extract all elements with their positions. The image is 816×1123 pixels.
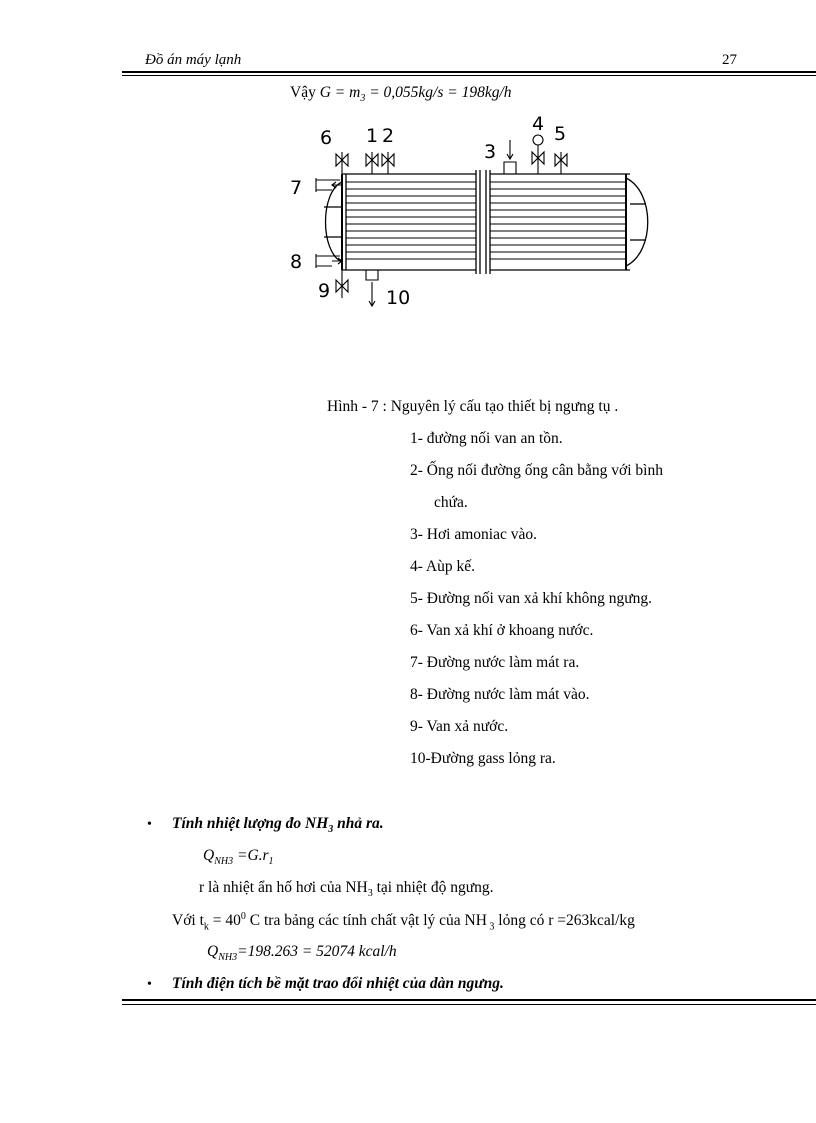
condenser-diagram — [280, 112, 660, 312]
section1-heading-sub: 3 — [328, 824, 334, 836]
line-tk-a: Với t — [172, 912, 204, 930]
label-3: 3 — [484, 141, 497, 163]
legend-item: 5- Đường nối van xả khí không ngưng. — [410, 590, 652, 607]
line-tk-sub2: 3 — [486, 921, 495, 933]
legend-item: chứa. — [434, 494, 468, 511]
page-number: 27 — [722, 52, 737, 68]
label-8: 8 — [290, 251, 303, 273]
legend-item: 7- Đường nước làm mát ra. — [410, 654, 580, 671]
legend-item: 4- Aùp kế. — [410, 558, 476, 575]
line-r — [199, 879, 494, 899]
line-r-b: tại nhiệt độ ngưng. — [372, 879, 494, 896]
line-tk-sub: k — [203, 921, 209, 933]
header-title: Đồ án máy lạnh — [145, 52, 242, 68]
result-sub: NH3 — [218, 952, 238, 964]
formula-qnh3 — [203, 847, 274, 867]
bullet-icon: • — [147, 817, 152, 832]
label-2: 2 — [382, 125, 395, 147]
legend-item: 1- đường nối van an tồn. — [410, 430, 563, 447]
line-r-sub: 3 — [367, 888, 373, 900]
footer-rule-thin — [122, 1004, 816, 1005]
legend-item: 8- Đường nước làm mát vào. — [410, 686, 590, 703]
result-rhs: =198.263 = 52074 kcal/h — [237, 943, 397, 960]
line-r-a: r là nhiệt ẩn hố hơi của NH — [199, 879, 368, 896]
formula-q: Q — [203, 847, 215, 864]
legend-item: 2- Ống nối đường ống cân bằng với bình — [410, 462, 663, 479]
section1-heading-a: Tính nhiệt lượng đo NH — [172, 815, 329, 832]
label-9: 9 — [318, 280, 331, 302]
label-5: 5 — [554, 123, 567, 145]
section1-heading-b: nhả ra. — [333, 815, 384, 832]
line-tk-c: C tra bảng các tính chất vật lý của NH — [245, 912, 487, 930]
header-rule-thick — [122, 71, 816, 73]
formula-lead: Vậy — [290, 84, 316, 101]
label-10: 10 — [386, 287, 411, 309]
formula-q-rhs-sub: 1 — [268, 856, 274, 868]
section2-heading: Tính điện tích bề mặt trao đổi nhiệt của dàn ngưng. — [172, 975, 504, 992]
line-tk-d: lỏng có r =263kcal/kg — [494, 912, 635, 930]
formula-q-sub: NH3 — [214, 856, 234, 868]
figure-caption: Hình - 7 : Nguyên lý cấu tạo thiết bị ngưng tụ . — [327, 398, 619, 415]
legend-item: 10-Đường gass lỏng ra. — [410, 750, 556, 767]
section1-heading — [172, 815, 384, 835]
formula-result — [207, 943, 397, 963]
line-tk-sup: 0 — [240, 911, 246, 922]
result-q: Q — [207, 943, 219, 960]
legend-item: 9- Van xả nước. — [410, 718, 509, 735]
formula-expr-b: = 0,055kg/s = 198kg/h — [365, 84, 512, 101]
label-4: 4 — [532, 113, 545, 135]
formula-expr-a: G = m — [319, 84, 361, 101]
formula-q-rhs: =G.r — [233, 847, 269, 864]
legend-item: 6- Van xả khí ở khoang nước. — [410, 622, 594, 639]
line-tk-b: = 40 — [208, 912, 241, 930]
label-1: 1 — [366, 125, 379, 147]
formula-G — [290, 84, 512, 104]
formula-sub: 3 — [360, 93, 366, 105]
header-rule-thin — [122, 75, 816, 76]
footer-rule-thick — [122, 999, 816, 1001]
line-tk — [172, 911, 635, 932]
legend-item: 3- Hơi amoniac vào. — [410, 526, 537, 543]
label-6: 6 — [320, 127, 333, 149]
bullet-icon: • — [147, 977, 152, 992]
label-7: 7 — [290, 177, 303, 199]
